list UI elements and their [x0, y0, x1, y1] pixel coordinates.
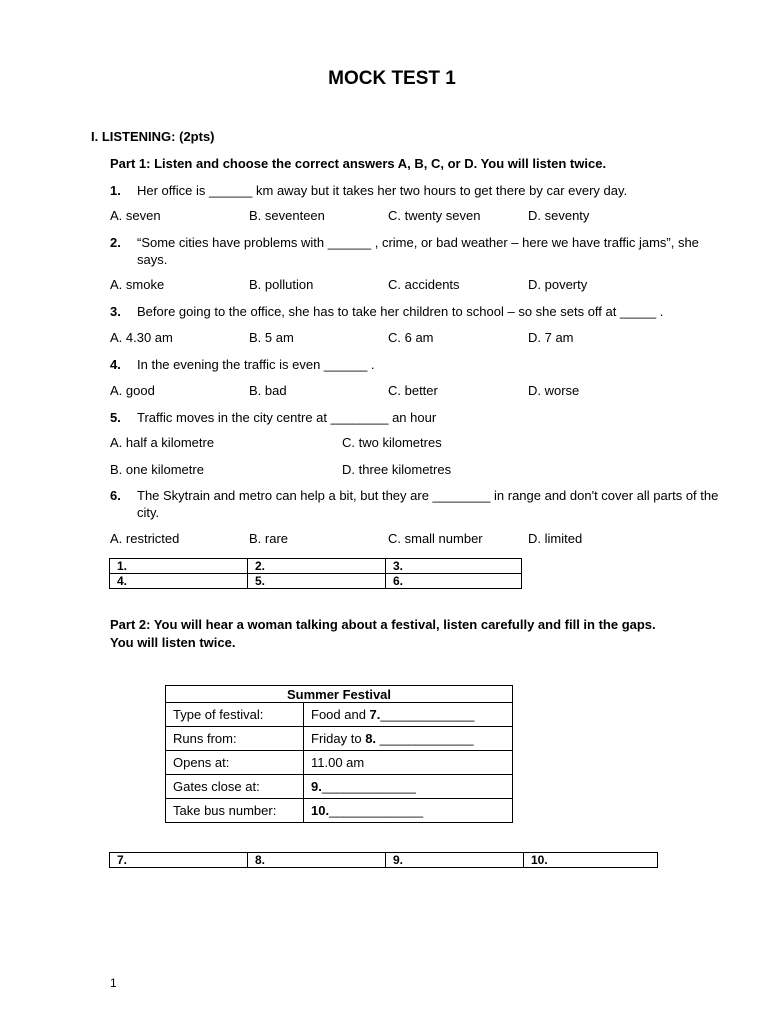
gap-blank: _____________	[380, 707, 475, 722]
part1-instruction: Part 1: Listen and choose the correct answers A, B, C, or D. You will listen twice.	[110, 156, 607, 171]
instruction-line: Part 2: You will hear a woman talking about a festival, listen carefully and fill in the gaps.	[110, 617, 656, 632]
option-c: C. accidents	[388, 277, 460, 292]
question-1	[110, 182, 720, 199]
part2-answer-grid	[109, 852, 658, 868]
row-value[interactable]	[304, 703, 513, 727]
festival-table-title: Summer Festival	[166, 686, 513, 703]
question-number: 5.	[110, 410, 121, 425]
question-text: Before going to the office, she has to take her children to school – so she sets off at _____ .	[137, 304, 664, 319]
row-label: Type of festival:	[166, 703, 304, 727]
row-label: Take bus number:	[166, 799, 304, 823]
option-a: A. smoke	[110, 277, 165, 292]
option-a: A. seven	[110, 208, 161, 223]
option-b: B. seventeen	[249, 208, 325, 223]
option-b: B. 5 am	[249, 330, 294, 345]
question-2	[110, 234, 720, 268]
option-c: C. twenty seven	[388, 208, 481, 223]
question-5	[110, 409, 720, 426]
question-number: 1.	[110, 183, 121, 198]
question-text: In the evening the traffic is even ______ .	[137, 357, 375, 372]
option-c: C. two kilometres	[342, 435, 442, 450]
section-heading: I. LISTENING: (2pts)	[91, 129, 215, 144]
option-a: A. half a kilometre	[110, 435, 215, 450]
row-value	[304, 751, 513, 775]
question-text: Traffic moves in the city centre at ________ an hour	[137, 410, 437, 425]
gap-blank: _____________	[376, 731, 474, 746]
row-value[interactable]	[304, 799, 513, 823]
answer-cell[interactable]: 7.	[110, 853, 248, 868]
value-prefix: 11.00 am	[311, 755, 365, 770]
table-row	[166, 799, 513, 823]
festival-table	[165, 685, 513, 823]
option-b: B. bad	[249, 383, 287, 398]
answer-cell[interactable]: 2.	[248, 559, 386, 574]
part1-answer-grid	[109, 558, 522, 589]
question-text: The Skytrain and metro can help a bit, but they are ________ in range and don't cover all parts of the city.	[137, 488, 719, 520]
option-d: D. limited	[528, 531, 583, 546]
answer-cell[interactable]: 8.	[248, 853, 386, 868]
question-text: “Some cities have problems with ______ , crime, or bad weather – here we have traffic jams”, she says.	[137, 235, 699, 267]
question-3	[110, 303, 730, 320]
question-4	[110, 356, 720, 373]
option-b: B. one kilometre	[110, 462, 204, 477]
option-d: D. seventy	[528, 208, 590, 223]
option-c: C. small number	[388, 531, 483, 546]
row-label: Opens at:	[166, 751, 304, 775]
value-prefix: Food and	[311, 707, 370, 722]
table-row	[110, 853, 658, 868]
answer-cell[interactable]: 4.	[110, 574, 248, 589]
option-d: D. 7 am	[528, 330, 574, 345]
answer-cell[interactable]: 5.	[248, 574, 386, 589]
gap-blank: _____________	[321, 779, 416, 794]
answer-cell[interactable]: 9.	[386, 853, 524, 868]
question-number: 2.	[110, 235, 121, 250]
question-number: 3.	[110, 304, 121, 319]
answer-cell[interactable]: 6.	[386, 574, 522, 589]
page-title: MOCK TEST 1	[328, 68, 456, 89]
option-d: D. worse	[528, 383, 580, 398]
option-a: A. good	[110, 383, 155, 398]
question-number: 6.	[110, 488, 121, 503]
row-value[interactable]	[304, 775, 513, 799]
row-label: Runs from:	[166, 727, 304, 751]
gap-number: 10.	[311, 803, 330, 818]
page-number: 1	[110, 976, 117, 990]
question-text: Her office is ______ km away but it takes her two hours to get there by car every day.	[137, 183, 628, 198]
gap-number: 7.	[369, 707, 381, 722]
answer-cell[interactable]: 10.	[524, 853, 658, 868]
option-d: D. poverty	[528, 277, 588, 292]
table-row	[166, 703, 513, 727]
option-a: A. restricted	[110, 531, 180, 546]
row-label: Gates close at:	[166, 775, 304, 799]
option-b: B. rare	[249, 531, 289, 546]
table-row	[166, 686, 513, 703]
table-row	[166, 775, 513, 799]
table-row	[110, 574, 522, 589]
answer-cell[interactable]: 3.	[386, 559, 522, 574]
option-d: D. three kilometres	[342, 462, 452, 477]
option-a: A. 4.30 am	[110, 330, 173, 345]
option-c: C. better	[388, 383, 438, 398]
table-row	[166, 751, 513, 775]
value-prefix: Friday to	[311, 731, 366, 746]
gap-number: 9.	[311, 779, 322, 794]
question-6	[110, 487, 720, 521]
table-row	[110, 559, 522, 574]
table-row	[166, 727, 513, 751]
instruction-line: You will listen twice.	[110, 635, 236, 650]
answer-cell[interactable]: 1.	[110, 559, 248, 574]
gap-number: 8.	[365, 731, 377, 746]
option-b: B. pollution	[249, 277, 314, 292]
row-value[interactable]	[304, 727, 513, 751]
question-number: 4.	[110, 357, 121, 372]
part2-instruction	[110, 616, 656, 652]
gap-blank: _____________	[329, 803, 424, 818]
option-c: C. 6 am	[388, 330, 434, 345]
